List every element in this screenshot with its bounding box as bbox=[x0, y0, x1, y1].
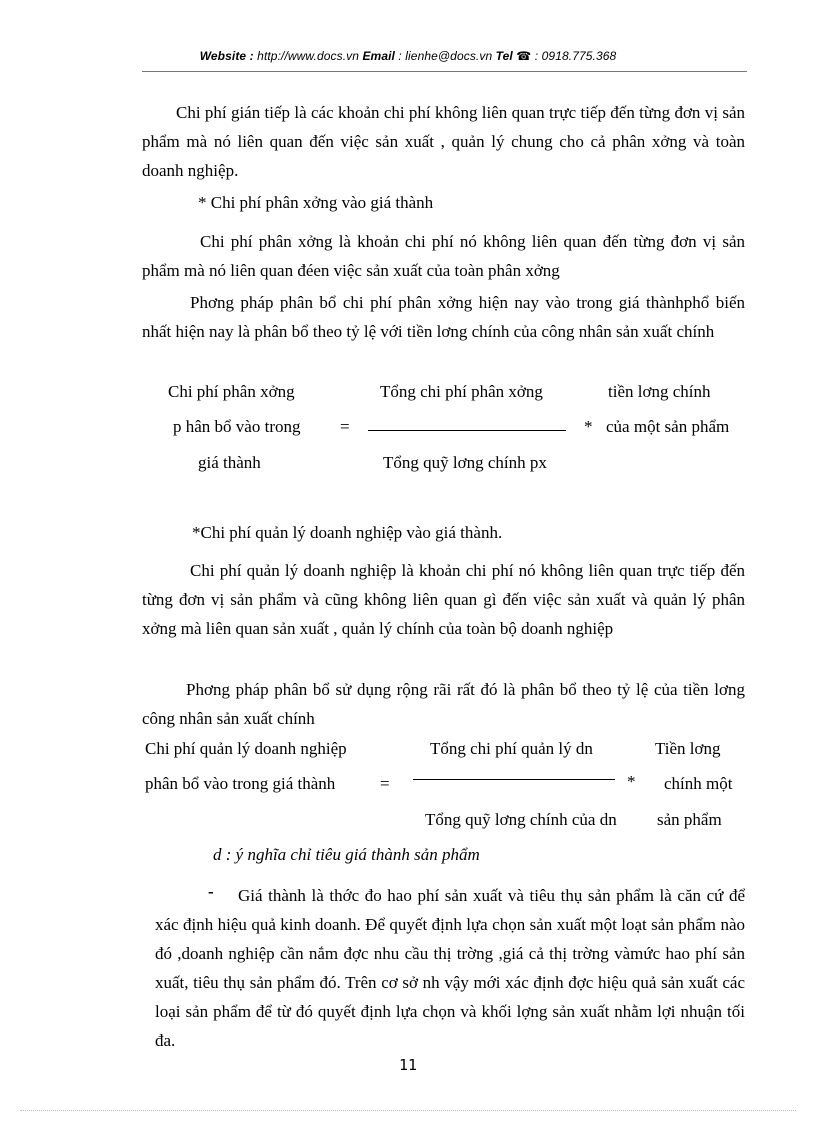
formula1-equals: = bbox=[340, 417, 350, 436]
formula2-right-line1: Tiền lơng bbox=[655, 739, 721, 758]
tel-value: : 0918.775.368 bbox=[531, 49, 617, 63]
formula2-fraction-bar bbox=[413, 779, 615, 780]
tel-label: Tel ☎ bbox=[495, 49, 532, 63]
formula2-right-line3: sản phẩm bbox=[657, 810, 722, 829]
formula1-numerator: Tổng chi phí phân xởng bbox=[380, 382, 543, 401]
paragraph-management-costs: Chi phí quản lý doanh nghiệp là khoản chi phí nó không liên quan trực tiếp đến từng đơn vị sản phẩm và cũng không liên quan gì đến việc sản xuất và quản lý phân xởng mà liên quan sản xuất , quản lý chính của toàn bộ doanh nghiệp bbox=[142, 561, 745, 638]
formula1-denominator: Tổng quỹ lơng chính px bbox=[383, 453, 547, 472]
header-rule bbox=[142, 71, 747, 72]
formula2-left-line2: phân bổ vào trong giá thành bbox=[145, 774, 336, 793]
formula1-left-line2: p hân bổ vào trong bbox=[173, 417, 301, 436]
bullet-dash: - bbox=[208, 882, 214, 901]
page-number: 11 bbox=[398, 1056, 418, 1074]
formula2-numerator: Tổng chi phí quản lý dn bbox=[430, 739, 593, 758]
paragraph-workshop-costs: Chi phí phân xởng là khoản chi phí nó không liên quan đến từng đơn vị sản phẩm mà nó liên quan đéen việc sản xuất của toàn phân xởng bbox=[142, 232, 745, 280]
paragraph-indirect-costs: Chi phí gián tiếp là các khoản chi phí không liên quan trực tiếp đến từng đơn vị sản phẩm mà nó liên quan đến việc sản xuất , quản lý chung cho cả phân xởng và toàn doanh nghiệp. bbox=[142, 103, 745, 180]
paragraph-cost-meaning: Giá thành là thớc đo hao phí sản xuất và tiêu thụ sản phẩm là căn cứ để xác định hiệu quả kinh doanh. Để quyết định lựa chọn sản xuất một loạt sản phẩm nào đó ,doanh nghiệp cần nắm đợc nhu cầu thị trờng ,giá cả thị trờng vàmức hao phí sản xuất, tiêu thụ sản phẩm đó. Trên cơ sở nh vậy mới xác định đợc hiệu quả sản xuất các loại sản phẩm để từ đó quyết định lựa chọn và khối lợng sản xuất nhằm lợi nhuận tối đa. bbox=[155, 886, 745, 1050]
formula2-left-line1: Chi phí quản lý doanh nghiệp bbox=[145, 739, 347, 758]
website-label: Website : bbox=[199, 49, 254, 63]
formula2-equals: = bbox=[380, 774, 390, 793]
bottom-divider bbox=[20, 1110, 796, 1111]
section-heading-meaning: d : ý nghĩa chỉ tiêu giá thành sản phẩm bbox=[213, 845, 480, 864]
formula1-left-line3: giá thành bbox=[198, 453, 261, 472]
formula2-denominator: Tổng quỹ lơng chính của dn bbox=[425, 810, 617, 829]
heading-workshop-costs: * Chi phí phân xởng vào giá thành bbox=[198, 193, 434, 212]
formula1-multiply: * bbox=[584, 417, 593, 436]
formula1-left-line1: Chi phí phân xởng bbox=[168, 382, 295, 401]
formula1-fraction-bar bbox=[368, 430, 566, 431]
formula2-right-line2: chính một bbox=[664, 774, 733, 793]
formula1-right-line2: của một sản phẩm bbox=[606, 417, 730, 436]
email-value: : lienhe@docs.vn bbox=[394, 49, 496, 63]
paragraph-workshop-allocation: Phơng pháp phân bổ chi phí phân xởng hiện nay vào trong giá thànhphổ biến nhất hiện nay là phân bổ theo tỷ lệ với tiền lơng chính của công nhân sản xuất chính bbox=[142, 293, 745, 341]
email-label: Email bbox=[362, 49, 395, 63]
formula1-right-line1: tiền lơng chính bbox=[608, 382, 711, 401]
website-value: http://www.docs.vn bbox=[253, 49, 363, 63]
formula2-multiply: * bbox=[627, 772, 636, 791]
paragraph-management-allocation: Phơng pháp phân bổ sử dụng rộng rãi rất đó là phân bổ theo tỷ lệ của tiền lơng công nhân sản xuất chính bbox=[142, 680, 745, 728]
page-header bbox=[0, 49, 816, 63]
heading-management-costs: *Chi phí quản lý doanh nghiệp vào giá thành. bbox=[192, 523, 503, 542]
